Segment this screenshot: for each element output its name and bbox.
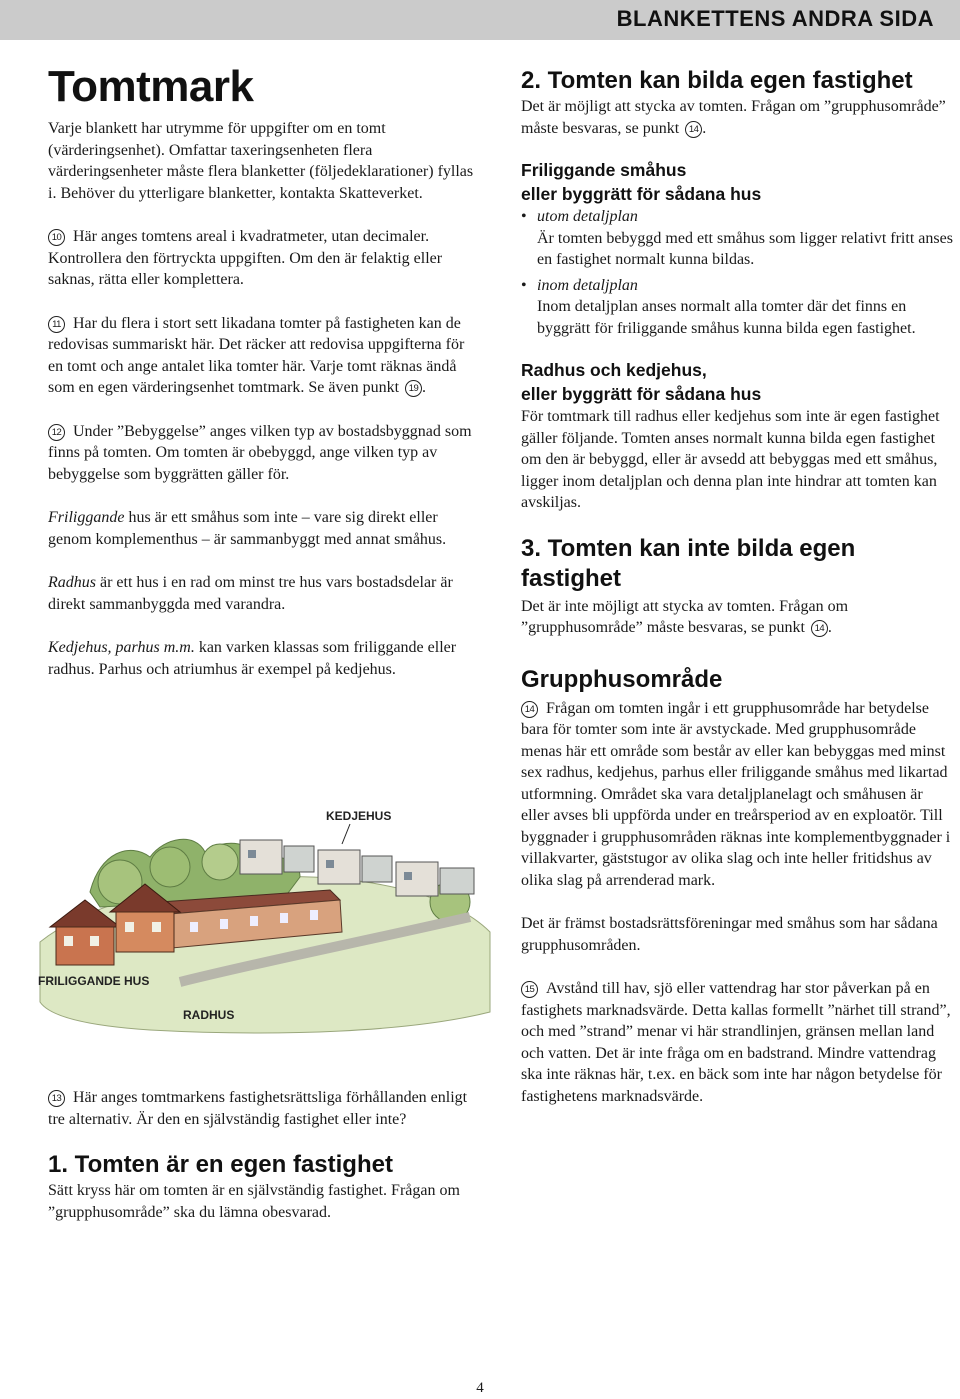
housing-types-illustration: [30, 782, 500, 1040]
radhus-heading-2: eller byggrätt för sådana hus: [521, 384, 762, 404]
term-friliggande: Friliggande: [48, 509, 125, 526]
item-number-14: 14: [521, 701, 538, 718]
friliggande-heading-2: eller byggrätt för sådana hus: [521, 184, 762, 204]
bullet-text-utom: Är tomten bebyggd med ett småhus som ligger relativt fritt anses en fastighet normalt kunna bildas.: [537, 229, 953, 268]
ref-number-14b: 14: [811, 620, 828, 637]
section-3-body: Det är inte möjligt att stycka av tomten. Frågan om ”grupphusområde” måste besvaras, se punkt: [521, 597, 849, 636]
item-15-text: Avstånd till hav, sjö eller vattendrag har stor påverkan på en fastighets marknadsvärde. Detta kallas formellt ”närhet till strand”, och med ”strand” menar vi här strandlinjen, gränsen mellan land och vatten. Det är inte fråga om en badstrand. Mindre vattendrag ska inte räknas här, t.ex. en bäck som inte har någon betydelse för fastighetens marknadsvärde.: [521, 980, 951, 1105]
item-14-text: Frågan om tomten ingår i ett grupphusområde har betydelse bara för tomter som inte är avstyckade. Med grupphusområde menas här ett område som består av eller kan bebyggas med minst sex radhus, kedjehus, parhus eller friliggande småhus med likartad utformning. Området ska vara detaljplanelagt och småhusen är eller avses bli uppförda under en treårsperiod av en exploatör. Till byggnader i grupphusområden räknas inte komplementbyggnader i villakvarter, gäststugor av olika slag och inte heller fritidshus av olika slag på arrenderad mark.: [521, 699, 951, 889]
definition-kedjehus: [48, 637, 480, 680]
definition-radhus: [48, 572, 480, 615]
term-radhus: Radhus: [48, 574, 96, 591]
bullet-title-inom: inom detaljplan: [537, 276, 638, 294]
definition-kedjehus-text: kan varken klassas som friliggande eller radhus. Parhus och atriumhus är exempel på kedjehus.: [48, 639, 457, 678]
bullet-text-inom: Inom detaljplan anses normalt alla tomter där det finns en byggrätt för friliggande småhus kunna bilda egen fastighet.: [537, 298, 916, 337]
header-bar: [0, 0, 960, 40]
item-10: [48, 226, 480, 291]
item-number-13: 13: [48, 1090, 65, 1107]
radhus-text: För tomtmark till radhus eller kedjehus som inte är egen fastighet gäller följande. Tomten anses normalt kunna bilda egen fastighet om den är bebyggd, eller är avsedd att bebyggas med ett småhus, ligger inom detaljplan och denna plan inte hindrar att tomten kan avskiljas.: [521, 408, 940, 511]
definition-friliggande: [48, 507, 480, 550]
item-number-15: 15: [521, 981, 538, 998]
friliggande-heading-1: Friliggande småhus: [521, 160, 687, 180]
page-number: 4: [476, 1380, 484, 1396]
header-title: BLANKETTENS ANDRA SIDA: [616, 6, 934, 31]
housing-illustration-svg: [30, 782, 500, 1040]
section-2-end: .: [702, 119, 707, 137]
right-column: [521, 66, 953, 1107]
ref-number-14: 14: [685, 121, 702, 138]
item-number-11: 11: [48, 316, 65, 333]
page-title: Tomtmark: [48, 62, 254, 111]
bullet-inom-detaljplan: [521, 275, 953, 340]
left-column-bottom: [48, 1087, 480, 1223]
tree: [202, 844, 238, 880]
item-10-text: Här anges tomtens areal i kvadratmeter, utan decimaler. Kontrollera den förtryckta uppgiften. Om den är felaktig eller saknas, rätta eller komplettera.: [48, 228, 443, 288]
item-12-text: Under ”Bebyggelse” anges vilken typ av bostadsbyggnad som finns på tomten. Om tomten är obebyggd, ange vilken typ av bebyggelse som byggrätten gäller för.: [48, 422, 472, 483]
item-number-10: 10: [48, 229, 65, 246]
item-12: [48, 421, 480, 486]
grupphusomrade-heading: Grupphusområde: [521, 665, 723, 693]
section-2-text: [521, 96, 953, 139]
section-1-text: Sätt kryss här om tomten är en självständig fastighet. Frågan om ”grupphusområde” ska du lämna obesvarad.: [48, 1182, 460, 1221]
ref-number-19: 19: [405, 380, 422, 397]
definition-radhus-text: är ett hus i en rad om minst tre hus vars bostadsdelar är direkt sammanbyggda med varandra.: [48, 574, 453, 613]
definition-friliggande-text: hus är ett småhus som inte – vare sig direkt eller genom komplementhus – är sammanbyggt med annat småhus.: [48, 509, 447, 548]
bullet-icon: •: [521, 208, 527, 225]
section-2-body: Det är möjligt att stycka av tomten. Frågan om ”grupphusområde” måste besvaras, se punkt: [521, 98, 946, 137]
section-3-text: [521, 596, 953, 639]
label-radhus: RADHUS: [183, 1008, 235, 1022]
item-14: [521, 698, 953, 892]
label-friliggande: FRILIGGANDE HUS: [38, 974, 150, 988]
bullet-icon: •: [521, 276, 527, 294]
radhus-heading-1: Radhus och kedjehus,: [521, 360, 707, 380]
section-2-heading: 2. Tomten kan bilda egen fastighet: [521, 67, 913, 94]
item-13: [48, 1087, 480, 1130]
item-15: [521, 978, 953, 1107]
section-3-heading: 3. Tomten kan inte bilda egen fastighet: [521, 534, 856, 592]
section-1-heading: 1. Tomten är en egen fastighet: [48, 1151, 393, 1178]
bullet-title-utom: utom detaljplan: [537, 208, 638, 225]
section-3-end: .: [827, 619, 832, 636]
item-number-12: 12: [48, 424, 65, 441]
bullet-utom-detaljplan: [521, 206, 953, 271]
term-kedjehus: Kedjehus, parhus m.m.: [48, 639, 195, 656]
label-kedjehus: KEDJEHUS: [326, 809, 392, 823]
grupphusomrade-text-2: Det är främst bostadsrättsföreningar med småhus som har sådana grupphusområden.: [521, 915, 938, 954]
left-column-top: [48, 118, 480, 680]
item-11: [48, 313, 480, 399]
item-11-end: .: [422, 379, 427, 396]
item-11-text: Har du flera i stort sett likadana tomter på fastigheten kan de redovisas summariskt här. Det räcker att redovisa uppgifterna för en tomt och ange antalet lika tomter här. Varje tomt räknas ändå som en egen värderingsenhet tomtmark. Se även punkt: [48, 314, 465, 396]
item-13-text: Här anges tomtmarkens fastighetsrättsliga förhållanden enligt tre alternativ. Är den en självständig fastighet eller inte?: [48, 1089, 468, 1128]
tree: [150, 847, 190, 887]
intro-text: Varje blankett har utrymme för uppgifter om en tomt (värderingsenhet). Omfattar taxeringsenheten flera värderingsenheter måste flera blanketter (följedeklarationer) fyllas i. Behöver du ytterligare blanketter, kontakta Skatteverket.: [48, 120, 474, 202]
